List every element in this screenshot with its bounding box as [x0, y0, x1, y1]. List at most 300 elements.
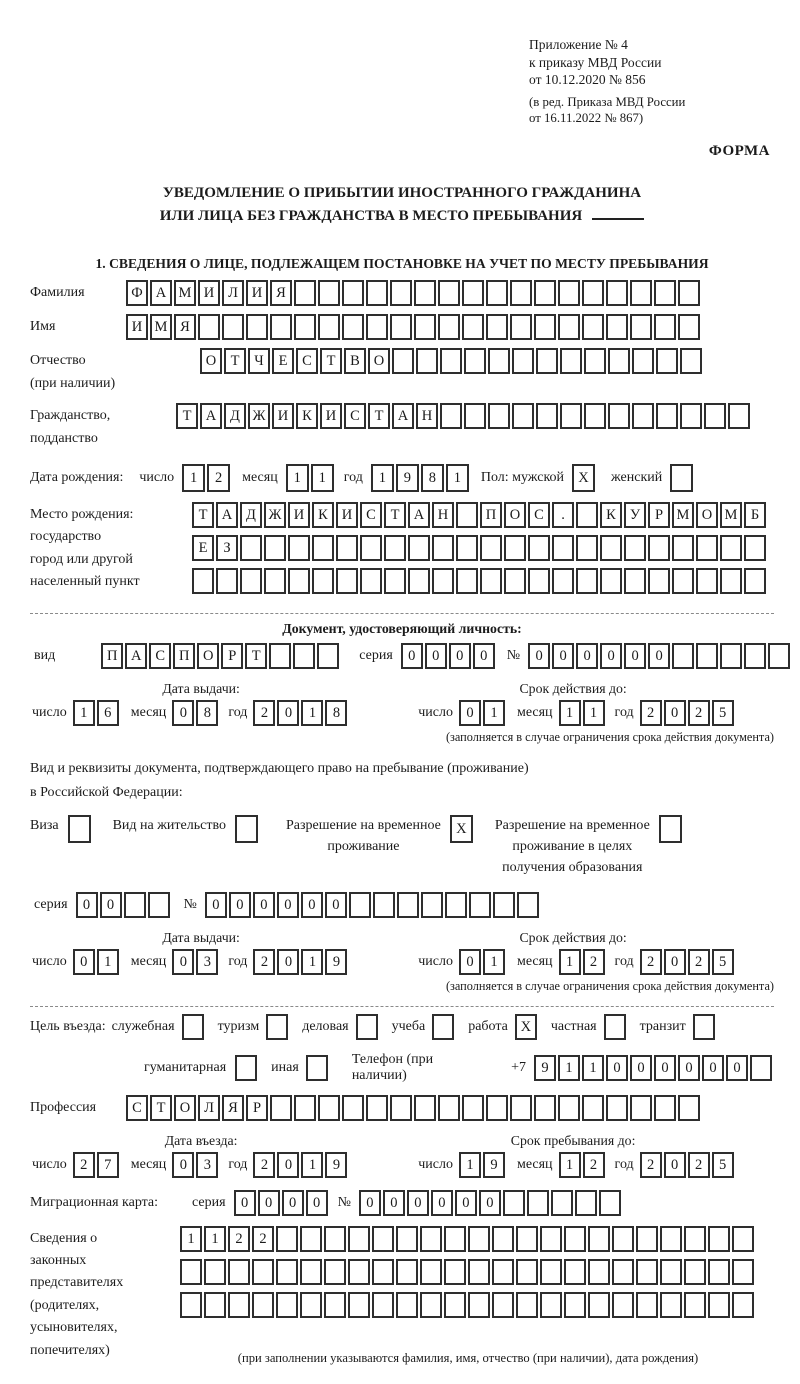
char-cell[interactable]: 1 [182, 464, 205, 492]
char-cell[interactable] [608, 403, 630, 429]
char-cell[interactable]: М [174, 280, 196, 306]
char-cell[interactable]: 9 [396, 464, 419, 492]
char-cell[interactable] [440, 348, 462, 374]
char-cell[interactable]: Р [246, 1095, 268, 1121]
char-cell[interactable]: 1 [311, 464, 334, 492]
char-cell[interactable]: 2 [688, 700, 710, 726]
char-cell[interactable] [536, 403, 558, 429]
char-cell[interactable] [582, 280, 604, 306]
char-cell[interactable] [552, 535, 574, 561]
char-cell[interactable] [678, 280, 700, 306]
char-cell[interactable]: 2 [688, 949, 710, 975]
char-cell[interactable] [588, 1226, 610, 1252]
char-cell[interactable] [276, 1259, 298, 1285]
char-cell[interactable]: С [344, 403, 366, 429]
char-cell[interactable] [750, 1055, 772, 1081]
char-cell[interactable] [294, 1095, 316, 1121]
char-cell[interactable] [486, 280, 508, 306]
char-cell[interactable]: 2 [228, 1226, 250, 1252]
char-cell[interactable]: С [126, 1095, 148, 1121]
char-cell[interactable] [235, 815, 258, 843]
char-cell[interactable] [456, 502, 478, 528]
char-cell[interactable]: 2 [73, 1152, 95, 1178]
char-cell[interactable] [582, 1095, 604, 1121]
char-cell[interactable] [432, 535, 454, 561]
char-cell[interactable] [269, 643, 291, 669]
char-cell[interactable] [252, 1292, 274, 1318]
char-cell[interactable]: 1 [559, 949, 581, 975]
char-cell[interactable] [732, 1292, 754, 1318]
char-cell[interactable] [416, 348, 438, 374]
char-cell[interactable] [293, 643, 315, 669]
char-cell[interactable] [444, 1259, 466, 1285]
char-cell[interactable]: С [528, 502, 550, 528]
char-cell[interactable]: 0 [600, 643, 622, 669]
char-cell[interactable] [468, 1226, 490, 1252]
char-cell[interactable] [182, 1014, 204, 1040]
char-cell[interactable] [420, 1292, 442, 1318]
char-cell[interactable] [312, 535, 334, 561]
char-cell[interactable] [266, 1014, 288, 1040]
char-cell[interactable]: 6 [97, 700, 119, 726]
char-cell[interactable]: 0 [100, 892, 122, 918]
char-cell[interactable] [396, 1226, 418, 1252]
char-cell[interactable]: М [150, 314, 172, 340]
char-cell[interactable] [660, 1226, 682, 1252]
char-cell[interactable] [396, 1259, 418, 1285]
char-cell[interactable]: К [296, 403, 318, 429]
char-cell[interactable]: 2 [583, 1152, 605, 1178]
char-cell[interactable]: А [216, 502, 238, 528]
char-cell[interactable]: Т [384, 502, 406, 528]
char-cell[interactable] [420, 1226, 442, 1252]
char-cell[interactable] [432, 1014, 454, 1040]
char-cell[interactable]: Е [192, 535, 214, 561]
char-cell[interactable] [312, 568, 334, 594]
char-cell[interactable] [228, 1259, 250, 1285]
char-cell[interactable]: И [246, 280, 268, 306]
char-cell[interactable] [264, 568, 286, 594]
char-cell[interactable] [606, 314, 628, 340]
char-cell[interactable] [630, 1095, 652, 1121]
char-cell[interactable]: 0 [678, 1055, 700, 1081]
char-cell[interactable]: Ж [264, 502, 286, 528]
char-cell[interactable]: О [368, 348, 390, 374]
char-cell[interactable]: 0 [253, 892, 275, 918]
char-cell[interactable]: 5 [712, 1152, 734, 1178]
char-cell[interactable]: И [336, 502, 358, 528]
char-cell[interactable]: Р [648, 502, 670, 528]
char-cell[interactable]: Е [272, 348, 294, 374]
char-cell[interactable]: 1 [582, 1055, 604, 1081]
char-cell[interactable]: 0 [630, 1055, 652, 1081]
char-cell[interactable] [480, 535, 502, 561]
char-cell[interactable]: С [296, 348, 318, 374]
char-cell[interactable] [504, 535, 526, 561]
char-cell[interactable] [462, 280, 484, 306]
char-cell[interactable] [744, 535, 766, 561]
char-cell[interactable] [704, 403, 726, 429]
char-cell[interactable] [486, 1095, 508, 1121]
char-cell[interactable] [366, 1095, 388, 1121]
char-cell[interactable] [492, 1226, 514, 1252]
char-cell[interactable]: 0 [325, 892, 347, 918]
char-cell[interactable] [336, 535, 358, 561]
char-cell[interactable]: 0 [459, 949, 481, 975]
char-cell[interactable]: 0 [172, 1152, 194, 1178]
char-cell[interactable]: 2 [583, 949, 605, 975]
char-cell[interactable]: X [515, 1014, 537, 1040]
char-cell[interactable]: 1 [286, 464, 309, 492]
char-cell[interactable]: Т [176, 403, 198, 429]
char-cell[interactable] [540, 1226, 562, 1252]
char-cell[interactable]: Т [192, 502, 214, 528]
char-cell[interactable]: П [101, 643, 123, 669]
char-cell[interactable]: Д [240, 502, 262, 528]
char-cell[interactable] [438, 1095, 460, 1121]
char-cell[interactable]: Т [224, 348, 246, 374]
blank-underline[interactable] [592, 218, 644, 220]
char-cell[interactable]: 1 [558, 1055, 580, 1081]
char-cell[interactable] [504, 568, 526, 594]
char-cell[interactable]: Ч [248, 348, 270, 374]
char-cell[interactable]: И [288, 502, 310, 528]
char-cell[interactable] [372, 1292, 394, 1318]
char-cell[interactable] [204, 1292, 226, 1318]
char-cell[interactable] [317, 643, 339, 669]
char-cell[interactable] [438, 280, 460, 306]
char-cell[interactable]: 1 [583, 700, 605, 726]
char-cell[interactable] [372, 1259, 394, 1285]
char-cell[interactable] [240, 568, 262, 594]
char-cell[interactable] [510, 314, 532, 340]
char-cell[interactable] [318, 280, 340, 306]
char-cell[interactable] [654, 280, 676, 306]
char-cell[interactable]: 0 [277, 1152, 299, 1178]
char-cell[interactable]: 2 [252, 1226, 274, 1252]
char-cell[interactable] [464, 403, 486, 429]
char-cell[interactable]: 8 [196, 700, 218, 726]
char-cell[interactable]: 0 [552, 643, 574, 669]
char-cell[interactable]: С [360, 502, 382, 528]
char-cell[interactable] [528, 568, 550, 594]
char-cell[interactable]: 1 [180, 1226, 202, 1252]
char-cell[interactable]: 0 [606, 1055, 628, 1081]
char-cell[interactable]: 0 [576, 643, 598, 669]
char-cell[interactable] [349, 892, 371, 918]
char-cell[interactable] [288, 568, 310, 594]
char-cell[interactable] [632, 403, 654, 429]
char-cell[interactable]: Я [174, 314, 196, 340]
char-cell[interactable] [342, 314, 364, 340]
char-cell[interactable] [648, 568, 670, 594]
char-cell[interactable] [604, 1014, 626, 1040]
char-cell[interactable] [672, 643, 694, 669]
char-cell[interactable] [440, 403, 462, 429]
char-cell[interactable] [564, 1292, 586, 1318]
char-cell[interactable] [624, 568, 646, 594]
char-cell[interactable] [534, 314, 556, 340]
char-cell[interactable] [294, 314, 316, 340]
char-cell[interactable]: А [125, 643, 147, 669]
char-cell[interactable] [480, 568, 502, 594]
char-cell[interactable]: Т [320, 348, 342, 374]
char-cell[interactable] [468, 1259, 490, 1285]
char-cell[interactable] [560, 403, 582, 429]
char-cell[interactable]: Ф [126, 280, 148, 306]
char-cell[interactable] [414, 280, 436, 306]
char-cell[interactable] [488, 348, 510, 374]
char-cell[interactable] [348, 1226, 370, 1252]
char-cell[interactable]: 2 [207, 464, 230, 492]
char-cell[interactable]: 1 [97, 949, 119, 975]
char-cell[interactable]: Н [416, 403, 438, 429]
char-cell[interactable]: О [174, 1095, 196, 1121]
char-cell[interactable] [390, 1095, 412, 1121]
char-cell[interactable] [612, 1226, 634, 1252]
char-cell[interactable] [636, 1259, 658, 1285]
char-cell[interactable]: 5 [712, 949, 734, 975]
char-cell[interactable] [684, 1259, 706, 1285]
char-cell[interactable]: 0 [407, 1190, 429, 1216]
char-cell[interactable] [696, 643, 718, 669]
char-cell[interactable] [528, 535, 550, 561]
char-cell[interactable]: У [624, 502, 646, 528]
char-cell[interactable] [576, 535, 598, 561]
char-cell[interactable]: 2 [640, 949, 662, 975]
char-cell[interactable] [408, 535, 430, 561]
char-cell[interactable] [732, 1259, 754, 1285]
char-cell[interactable]: Я [270, 280, 292, 306]
char-cell[interactable] [600, 568, 622, 594]
char-cell[interactable]: И [198, 280, 220, 306]
char-cell[interactable] [252, 1259, 274, 1285]
char-cell[interactable] [708, 1259, 730, 1285]
char-cell[interactable] [654, 314, 676, 340]
char-cell[interactable]: Л [198, 1095, 220, 1121]
char-cell[interactable] [684, 1292, 706, 1318]
char-cell[interactable] [270, 314, 292, 340]
char-cell[interactable] [503, 1190, 525, 1216]
char-cell[interactable]: О [696, 502, 718, 528]
char-cell[interactable]: 0 [359, 1190, 381, 1216]
char-cell[interactable] [68, 815, 91, 843]
char-cell[interactable] [488, 403, 510, 429]
char-cell[interactable]: 0 [624, 643, 646, 669]
char-cell[interactable] [444, 1292, 466, 1318]
char-cell[interactable]: 9 [483, 1152, 505, 1178]
char-cell[interactable] [414, 314, 436, 340]
char-cell[interactable] [456, 535, 478, 561]
char-cell[interactable] [356, 1014, 378, 1040]
char-cell[interactable]: 1 [483, 949, 505, 975]
char-cell[interactable] [660, 1259, 682, 1285]
char-cell[interactable] [654, 1095, 676, 1121]
char-cell[interactable] [438, 314, 460, 340]
char-cell[interactable] [536, 348, 558, 374]
char-cell[interactable]: Д [224, 403, 246, 429]
char-cell[interactable] [492, 1259, 514, 1285]
char-cell[interactable]: 0 [258, 1190, 280, 1216]
char-cell[interactable]: 0 [277, 892, 299, 918]
char-cell[interactable] [516, 1226, 538, 1252]
char-cell[interactable]: 3 [196, 949, 218, 975]
char-cell[interactable]: 0 [726, 1055, 748, 1081]
char-cell[interactable] [462, 314, 484, 340]
char-cell[interactable] [124, 892, 146, 918]
char-cell[interactable]: Л [222, 280, 244, 306]
char-cell[interactable] [462, 1095, 484, 1121]
char-cell[interactable] [732, 1226, 754, 1252]
char-cell[interactable] [558, 280, 580, 306]
char-cell[interactable]: З [216, 535, 238, 561]
char-cell[interactable]: 0 [431, 1190, 453, 1216]
char-cell[interactable] [366, 314, 388, 340]
char-cell[interactable] [216, 568, 238, 594]
char-cell[interactable]: 1 [301, 700, 323, 726]
char-cell[interactable] [148, 892, 170, 918]
char-cell[interactable] [696, 535, 718, 561]
char-cell[interactable] [512, 348, 534, 374]
char-cell[interactable] [390, 314, 412, 340]
char-cell[interactable]: 0 [654, 1055, 676, 1081]
char-cell[interactable]: 0 [528, 643, 550, 669]
char-cell[interactable]: 0 [664, 1152, 686, 1178]
char-cell[interactable] [300, 1259, 322, 1285]
char-cell[interactable] [264, 535, 286, 561]
char-cell[interactable] [300, 1226, 322, 1252]
char-cell[interactable]: Ж [248, 403, 270, 429]
char-cell[interactable]: 0 [648, 643, 670, 669]
char-cell[interactable] [180, 1292, 202, 1318]
char-cell[interactable]: 0 [229, 892, 251, 918]
char-cell[interactable]: 1 [371, 464, 394, 492]
char-cell[interactable] [342, 1095, 364, 1121]
char-cell[interactable] [306, 1055, 328, 1081]
char-cell[interactable] [540, 1259, 562, 1285]
char-cell[interactable]: 2 [253, 700, 275, 726]
char-cell[interactable] [348, 1292, 370, 1318]
char-cell[interactable] [564, 1226, 586, 1252]
char-cell[interactable]: Т [245, 643, 267, 669]
char-cell[interactable] [630, 280, 652, 306]
char-cell[interactable] [270, 1095, 292, 1121]
char-cell[interactable] [552, 568, 574, 594]
char-cell[interactable] [582, 314, 604, 340]
char-cell[interactable] [420, 1259, 442, 1285]
char-cell[interactable] [612, 1259, 634, 1285]
char-cell[interactable]: 2 [640, 700, 662, 726]
char-cell[interactable] [318, 314, 340, 340]
char-cell[interactable] [324, 1259, 346, 1285]
char-cell[interactable] [510, 280, 532, 306]
char-cell[interactable] [708, 1292, 730, 1318]
char-cell[interactable] [517, 892, 539, 918]
char-cell[interactable]: И [126, 314, 148, 340]
char-cell[interactable] [192, 568, 214, 594]
char-cell[interactable] [558, 314, 580, 340]
char-cell[interactable] [432, 568, 454, 594]
char-cell[interactable] [360, 535, 382, 561]
char-cell[interactable] [632, 348, 654, 374]
char-cell[interactable]: 2 [253, 1152, 275, 1178]
char-cell[interactable] [246, 314, 268, 340]
char-cell[interactable]: О [200, 348, 222, 374]
char-cell[interactable] [373, 892, 395, 918]
char-cell[interactable]: Б [744, 502, 766, 528]
char-cell[interactable]: 9 [325, 1152, 347, 1178]
char-cell[interactable]: 1 [204, 1226, 226, 1252]
char-cell[interactable]: 0 [473, 643, 495, 669]
char-cell[interactable] [599, 1190, 621, 1216]
char-cell[interactable] [659, 815, 682, 843]
char-cell[interactable]: Н [432, 502, 454, 528]
char-cell[interactable]: 0 [425, 643, 447, 669]
char-cell[interactable]: К [600, 502, 622, 528]
char-cell[interactable] [540, 1292, 562, 1318]
char-cell[interactable] [678, 1095, 700, 1121]
char-cell[interactable] [222, 314, 244, 340]
char-cell[interactable]: А [408, 502, 430, 528]
char-cell[interactable]: 2 [253, 949, 275, 975]
char-cell[interactable] [708, 1226, 730, 1252]
char-cell[interactable] [444, 1226, 466, 1252]
char-cell[interactable] [421, 892, 443, 918]
char-cell[interactable]: 1 [301, 1152, 323, 1178]
char-cell[interactable] [584, 403, 606, 429]
char-cell[interactable]: И [272, 403, 294, 429]
char-cell[interactable]: П [173, 643, 195, 669]
char-cell[interactable] [414, 1095, 436, 1121]
char-cell[interactable]: А [150, 280, 172, 306]
char-cell[interactable] [180, 1259, 202, 1285]
char-cell[interactable]: 0 [401, 643, 423, 669]
char-cell[interactable] [744, 643, 766, 669]
char-cell[interactable]: И [320, 403, 342, 429]
char-cell[interactable]: Т [150, 1095, 172, 1121]
char-cell[interactable] [445, 892, 467, 918]
char-cell[interactable]: 1 [301, 949, 323, 975]
char-cell[interactable]: 5 [712, 700, 734, 726]
char-cell[interactable] [469, 892, 491, 918]
char-cell[interactable] [464, 348, 486, 374]
char-cell[interactable] [584, 348, 606, 374]
char-cell[interactable] [240, 535, 262, 561]
char-cell[interactable]: 0 [664, 700, 686, 726]
char-cell[interactable] [608, 348, 630, 374]
char-cell[interactable] [696, 568, 718, 594]
char-cell[interactable]: П [480, 502, 502, 528]
char-cell[interactable]: 0 [301, 892, 323, 918]
char-cell[interactable] [558, 1095, 580, 1121]
char-cell[interactable]: 0 [73, 949, 95, 975]
char-cell[interactable] [276, 1292, 298, 1318]
char-cell[interactable] [336, 568, 358, 594]
char-cell[interactable]: 1 [73, 700, 95, 726]
char-cell[interactable]: 2 [640, 1152, 662, 1178]
char-cell[interactable] [527, 1190, 549, 1216]
char-cell[interactable] [396, 1292, 418, 1318]
char-cell[interactable] [534, 280, 556, 306]
char-cell[interactable] [680, 403, 702, 429]
char-cell[interactable] [680, 348, 702, 374]
char-cell[interactable] [342, 280, 364, 306]
char-cell[interactable] [672, 568, 694, 594]
char-cell[interactable] [510, 1095, 532, 1121]
char-cell[interactable] [720, 568, 742, 594]
char-cell[interactable]: С [149, 643, 171, 669]
char-cell[interactable] [744, 568, 766, 594]
